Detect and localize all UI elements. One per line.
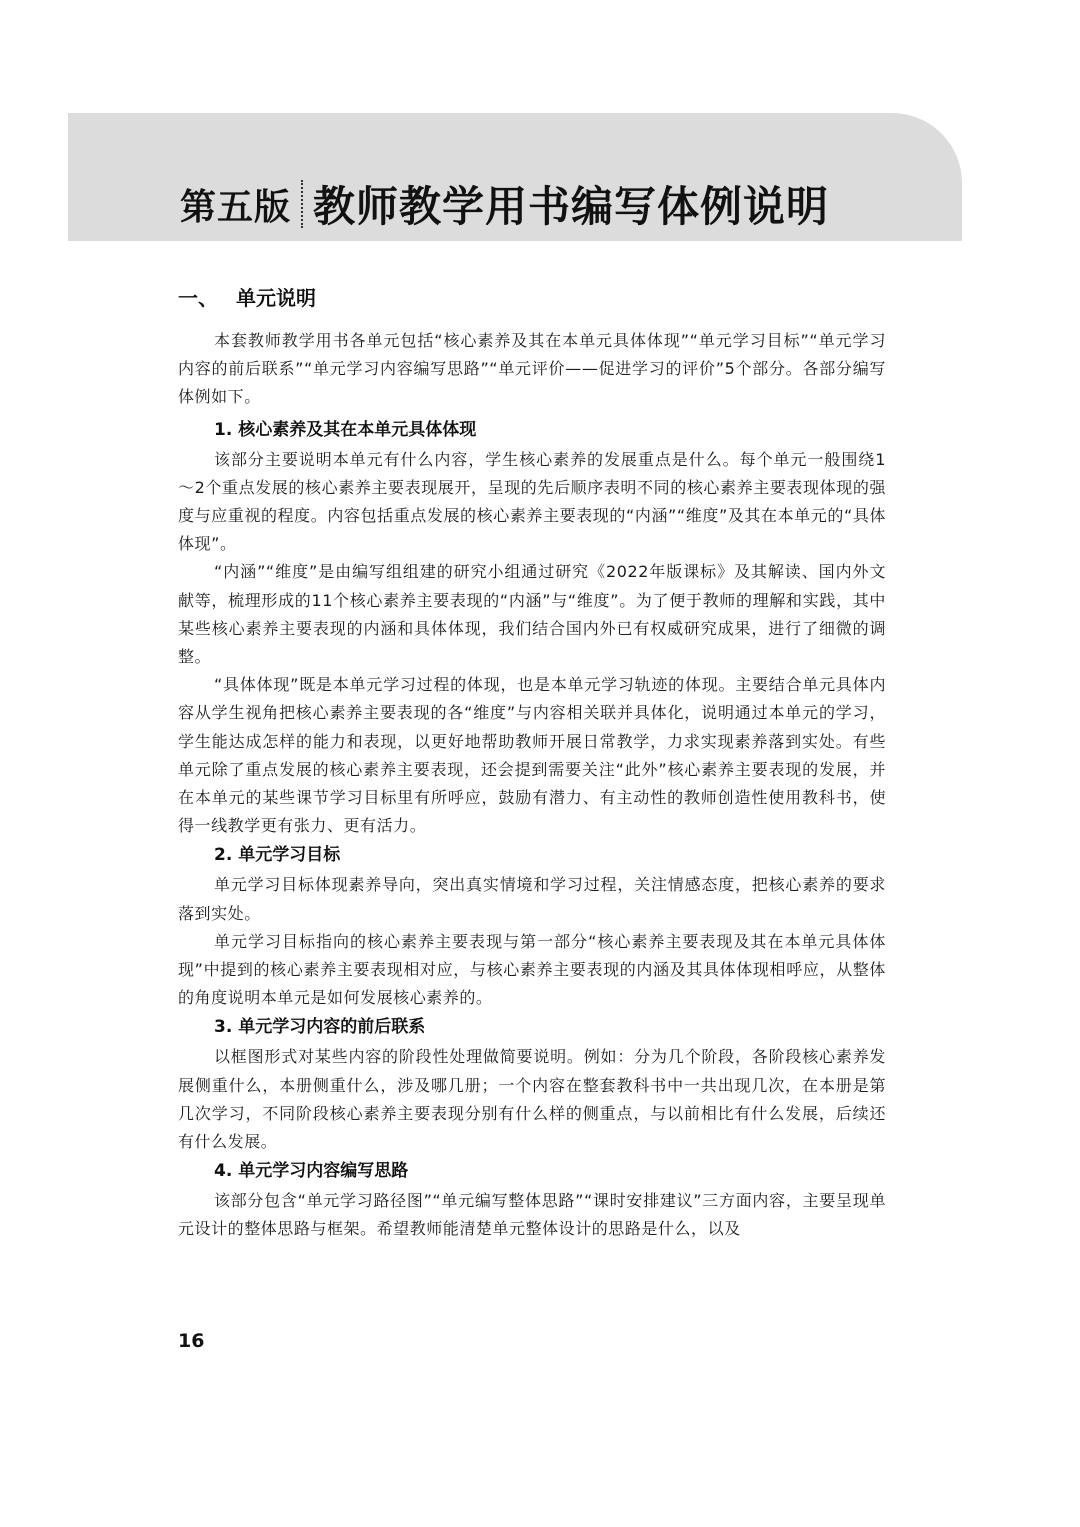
chapter-header	[180, 172, 829, 236]
paragraph-core-literacy-overview: 该部分主要说明本单元有什么内容，学生核心素养的发展重点是什么。每个单元一般围绕1～2个重点发展的核心素养主要表现展开，呈现的先后顺序表明不同的核心素养主要表现体现的强度与应重视的程度。内容包括重点发展的核心素养主要表现的“内涵”“维度”及其在本单元的“具体体现”。	[178, 449, 886, 554]
paragraph-learning-goals-a: 单元学习目标体现素养导向，突出真实情境和学习过程，关注情感态度，把核心素养的要求落到实处。	[178, 875, 886, 923]
section-number: 一、	[178, 286, 218, 310]
paragraph-connotation-dimension: “内涵”“维度”是由编写组组建的研究小组通过研究《2022年版课标》及其解读、国内外文献等，梳理形成的11个核心素养主要表现的“内涵”与“维度”。为了便于教师的理解和实践，其中某些核心素养主要表现的内涵和具体体现，我们结合国内外已有权威研究成果，进行了细微的调整。	[178, 562, 886, 667]
intro-paragraph: 本套教师教学用书各单元包括“核心素养及其在本单元具体体现”“单元学习目标”“单元学习内容的前后联系”“单元学习内容编写思路”“单元评价——促进学习的评价”5个部分。各部分编写体例如下。	[178, 331, 886, 407]
subheading-core-literacy: 1. 核心素养及其在本单元具体体现	[214, 419, 477, 440]
paragraph-concrete-manifestation: “具体体现”既是本单元学习过程的体现，也是本单元学习轨迹的体现。主要结合单元具体内容从学生视角把核心素养主要表现的各“维度”与内容相关联并具体化，说明通过本单元的学习，学生能达成怎样的能力和表现，以更好地帮助教师开展日常教学，力求实现素养落到实处。有些单元除了重点发展的核心素养主要表现，还会提到需要关注“此外”核心素养主要表现的发展，并在本单元的某些课节学习目标里有所呼应，鼓励有潜力、有主动性的教师创造性使用教科书，使得一线教学更有张力、更有活力。	[178, 675, 886, 836]
paragraph-content-connections: 以框图形式对某些内容的阶段性处理做简要说明。例如：分为几个阶段，各阶段核心素养发展侧重什么，本册侧重什么，涉及哪几册；一个内容在整套教科书中一共出现几次，在本册是第几次学习，不同阶段核心素养主要表现分别有什么样的侧重点，与以前相比有什么发展，后续还有什么发展。	[178, 1047, 886, 1152]
page-title: 教师教学用书编写体例说明	[313, 182, 830, 231]
section-heading	[178, 278, 886, 318]
header-divider	[301, 180, 303, 228]
edition-label: 第五版	[180, 186, 292, 228]
section-title: 单元说明	[236, 286, 316, 310]
subheading-writing-approach: 4. 单元学习内容编写思路	[214, 1161, 409, 1182]
subheading-content-connections: 3. 单元学习内容的前后联系	[214, 1017, 426, 1038]
page-number: 16	[178, 1330, 205, 1352]
paragraph-learning-goals-b: 单元学习目标指向的核心素养主要表现与第一部分“核心素养主要表现及其在本单元具体体现”中提到的核心素养主要表现相对应，与核心素养主要表现的内涵及其具体体现相呼应，从整体的角度说明本单元是如何发展核心素养的。	[178, 931, 886, 1008]
subheading-learning-goals: 2. 单元学习目标	[214, 845, 341, 866]
page-body	[178, 278, 886, 1244]
paragraph-writing-approach: 该部分包含“单元学习路径图”“单元编写整体思路”“课时安排建议”三方面内容，主要呈现单元设计的整体思路与框架。希望教师能清楚单元整体设计的思路是什么，以及	[178, 1191, 886, 1239]
